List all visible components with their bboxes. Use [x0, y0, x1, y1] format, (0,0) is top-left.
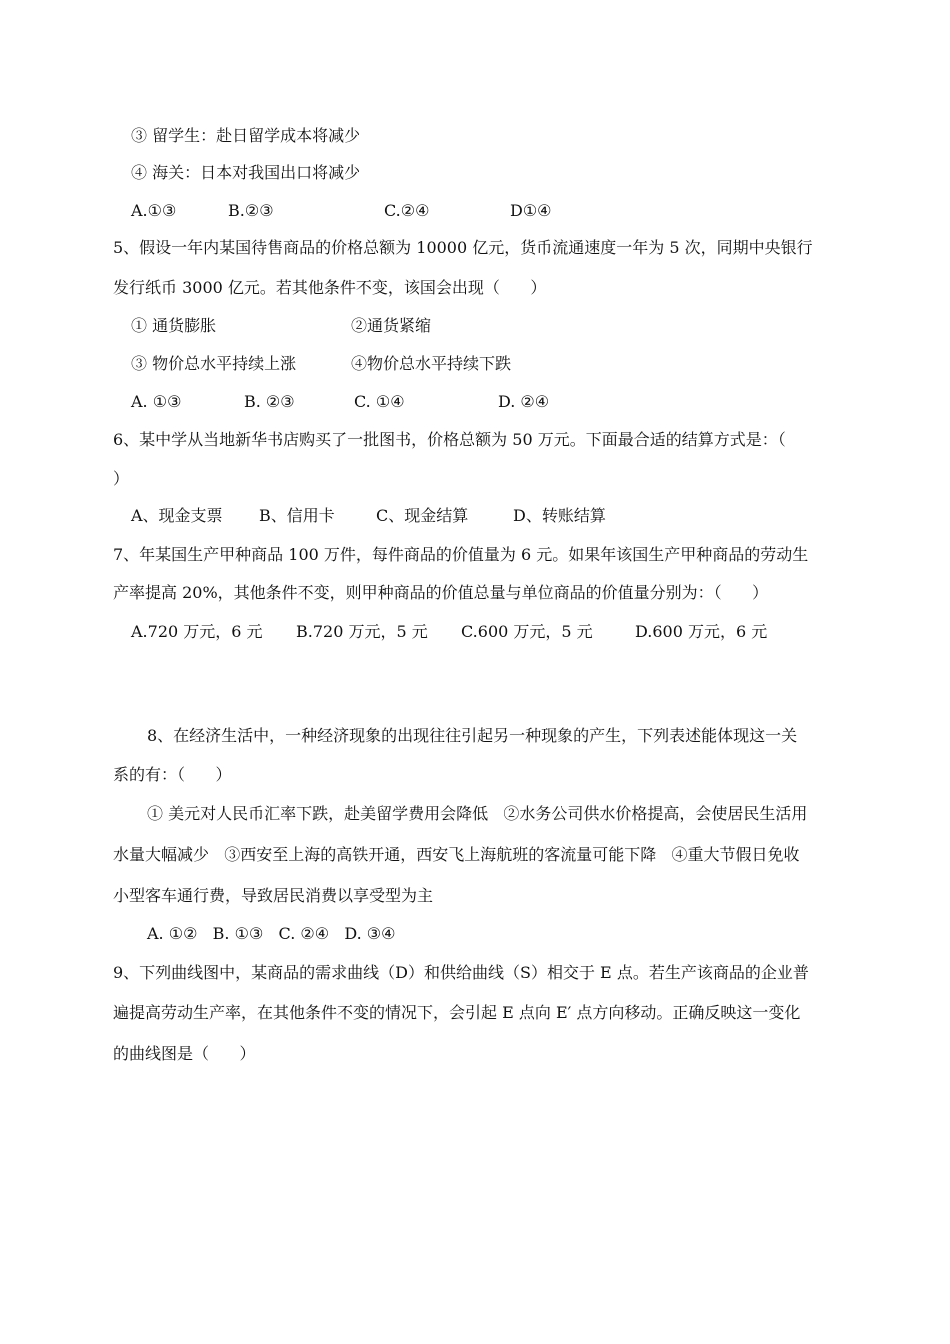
q5-item-4: ④物价总水平持续下跌: [351, 354, 512, 373]
q5-option-b: B. ②③: [244, 392, 295, 411]
q7-option-a: A.720 万元，6 元: [131, 622, 263, 641]
q7-stem-line-1: 7、年某国生产甲种商品 100 万件，每件商品的价值量为 6 元。如果年该国生产甲种商品的劳动生: [113, 545, 809, 564]
q5-item-3: ③ 物价总水平持续上涨: [131, 354, 297, 373]
q6-option-b: B、信用卡: [259, 506, 335, 525]
q5-option-d: D. ②④: [498, 392, 550, 411]
q9-stem-line-1: 9、下列曲线图中，某商品的需求曲线（D）和供给曲线（S）相交于 E 点。若生产该商品的企业普: [113, 963, 809, 982]
q5-option-a: A. ①③: [131, 392, 182, 411]
q9-stem-line-2: 遍提高劳动生产率，在其他条件不变的情况下，会引起 E 点向 E′ 点方向移动。正确反映这一变化: [113, 1003, 801, 1022]
q9-stem-line-3: 的曲线图是（ ）: [113, 1044, 256, 1063]
q7-option-c: C.600 万元，5 元: [461, 622, 593, 641]
q7-option-d: D.600 万元，6 元: [635, 622, 768, 641]
q8-stem-line-1: 8、在经济生活中，一种经济现象的出现往往引起另一种现象的产生，下列表述能体现这一关: [147, 726, 798, 745]
q8-statement-line-2: 水量大幅减少 ③西安至上海的高铁开通，西安飞上海航班的客流量可能下降 ④重大节假日免收: [113, 845, 800, 864]
q8-statement-line-3: 小型客车通行费，导致居民消费以享受型为主: [113, 886, 434, 905]
q4-option-a: A.①③: [131, 201, 177, 220]
q7-stem-line-2: 产率提高 20%，其他条件不变，则甲种商品的价值总量与单位商品的价值量分别为：（ ）: [113, 583, 769, 602]
q5-stem-line-2: 发行纸币 3000 亿元。若其他条件不变，该国会出现（ ）: [113, 278, 547, 297]
q8-stem-line-2: 系的有：（ ）: [113, 765, 232, 784]
q6-option-c: C、现金结算: [376, 506, 469, 525]
q4-option-d: D①④: [510, 201, 552, 220]
q6-option-a: A、现金支票: [131, 506, 223, 525]
q4-item-3: ③ 留学生：赴日留学成本将减少: [131, 126, 361, 145]
q6-option-d: D、转账结算: [513, 506, 606, 525]
q5-option-c: C. ①④: [354, 392, 405, 411]
q8-statement-line-1: ① 美元对人民币汇率下跌，赴美留学费用会降低 ②水务公司供水价格提高，会使居民生活用: [147, 804, 808, 823]
q5-item-1: ① 通货膨胀: [131, 316, 217, 335]
q4-item-4: ④ 海关：日本对我国出口将减少: [131, 163, 361, 182]
q5-stem-line-1: 5、假设一年内某国待售商品的价格总额为 10000 亿元，货币流通速度一年为 5 次，同期中央银行: [113, 238, 813, 257]
q8-options: A. ①② B. ①③ C. ②④ D. ③④: [147, 924, 396, 943]
q6-stem-line-2: ）: [113, 469, 130, 488]
q6-stem-line-1: 6、某中学从当地新华书店购买了一批图书，价格总额为 50 万元。下面最合适的结算方式是：（: [113, 430, 786, 449]
q5-item-2: ②通货紧缩: [351, 316, 432, 335]
q7-option-b: B.720 万元，5 元: [296, 622, 428, 641]
q4-option-b: B.②③: [228, 201, 274, 220]
q4-option-c: C.②④: [384, 201, 430, 220]
